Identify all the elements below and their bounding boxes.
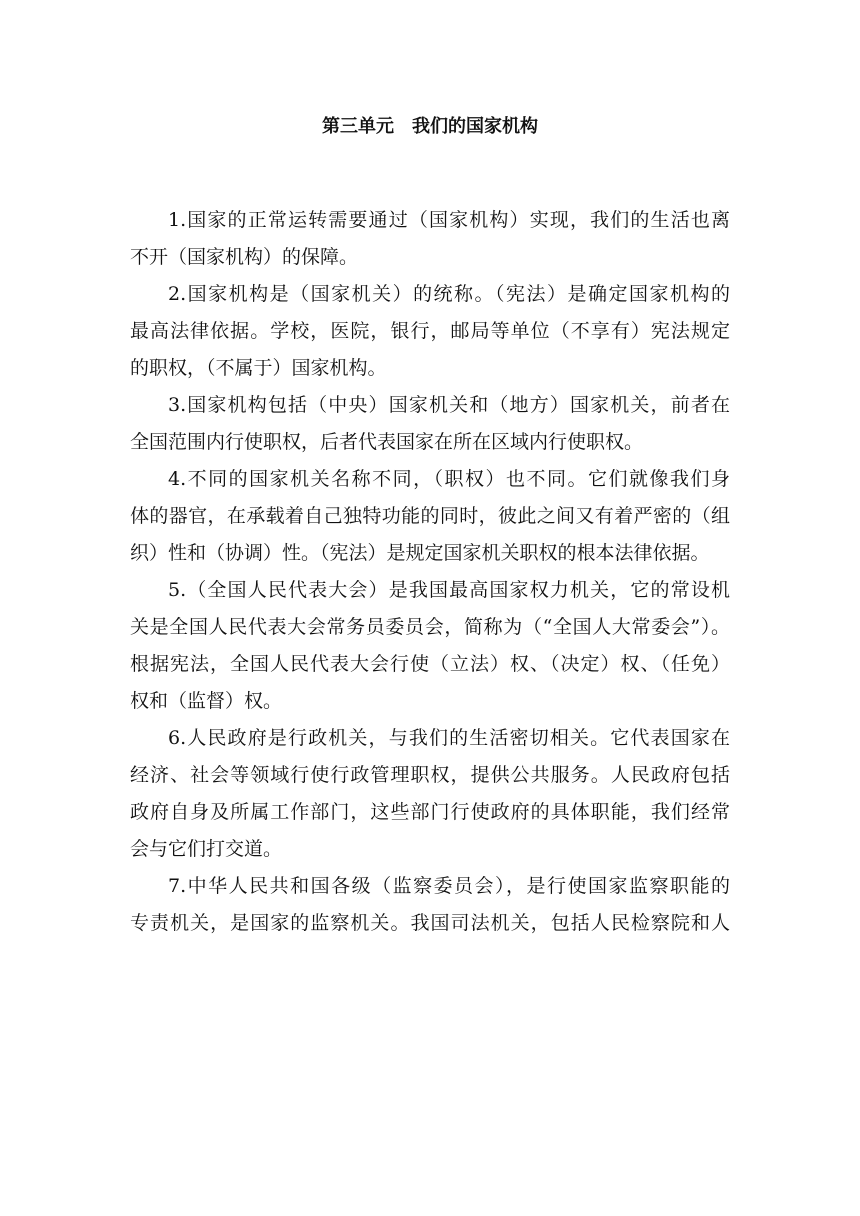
paragraph-3 [130,387,730,461]
paragraph-5 [130,572,730,720]
paragraph-line: 经济、社会等领域行使行政管理职权，提供公共服务。人民政府包括 [130,764,730,786]
paragraph-line: 的职权，（不属于）国家机构。 [130,357,387,379]
paragraph-line: 7.中华人民共和国各级（监察委员会），是行使国家监察职能的 [168,875,730,897]
paragraph-line: 6.人民政府是行政机关，与我们的生活密切相关。它代表国家在 [168,727,730,749]
paragraph-line: 根据宪法，全国人民代表大会行使（立法）权、（决定）权、（任免） [130,653,730,675]
paragraph-line: 最高法律依据。学校，医院，银行，邮局等单位（不享有）宪法规定 [130,320,730,342]
page-title: 第三单元 我们的国家机构 [322,116,538,137]
paragraph-7 [130,868,730,942]
paragraph-1 [130,202,730,276]
paragraph-6 [130,720,730,868]
paragraph-line: 会与它们打交道。 [130,838,283,860]
paragraph-line: 权和（监督）权。 [130,690,283,712]
paragraph-line: 专责机关，是国家的监察机关。我国司法机关，包括人民检察院和人 [130,912,730,934]
paragraph-line: 关是全国人民代表大会常务员委员会，简称为（“全国人大常委会”）。 [130,616,730,638]
paragraph-2 [130,276,730,387]
paragraph-line: 不开（国家机构）的保障。 [130,246,359,268]
paragraph-4 [130,461,730,572]
paragraph-line: 5.（全国人民代表大会）是我国最高国家权力机关，它的常设机 [168,579,730,601]
paragraph-line: 政府自身及所属工作部门，这些部门行使政府的具体职能，我们经常 [130,801,730,823]
document-body [130,202,730,942]
paragraph-line: 全国范围内行使职权，后者代表国家在所在区域内行使职权。 [130,431,644,453]
paragraph-line: 体的器官，在承载着自己独特功能的同时，彼此之间又有着严密的（组 [130,505,730,527]
paragraph-line: 1.国家的正常运转需要通过（国家机构）实现，我们的生活也离 [168,209,730,231]
paragraph-line: 4.不同的国家机关名称不同，（职权）也不同。它们就像我们身 [168,468,730,490]
paragraph-line: 2.国家机构是（国家机关）的统称。（宪法）是确定国家机构的 [168,283,730,305]
paragraph-line: 织）性和（协调）性。（宪法）是规定国家机关职权的根本法律依据。 [130,542,710,564]
paragraph-line: 3.国家机构包括（中央）国家机关和（地方）国家机关，前者在 [168,394,730,416]
